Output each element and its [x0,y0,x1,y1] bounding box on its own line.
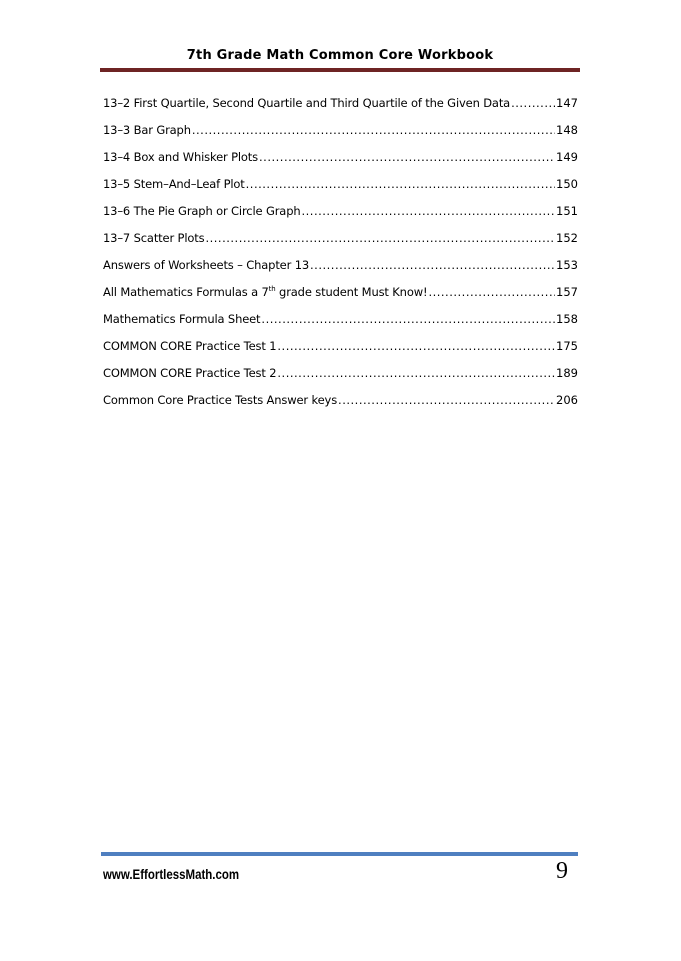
footer-website-url: www.EffortlessMath.com [103,866,240,882]
toc-entry[interactable] [103,95,578,122]
toc-entry[interactable] [103,176,578,203]
toc-entry-title: 13–7 Scatter Plots [103,231,205,245]
toc-dot-leader [246,176,555,192]
toc-entry-title [103,284,427,300]
toc-title-part: grade student Must Know! [275,285,428,299]
toc-entry[interactable] [103,338,578,365]
toc-entry-page: 189 [556,366,578,380]
toc-entry-page: 158 [556,312,578,326]
toc-dot-leader [277,338,555,354]
toc-entry-title: 13–3 Bar Graph [103,123,191,137]
page-header-title: 7th Grade Math Common Core Workbook [186,48,494,63]
toc-dot-leader [338,392,555,408]
toc-entry-page: 151 [556,204,578,218]
footer-rule [101,852,578,856]
toc-entry-page: 157 [556,285,578,299]
header-rule [100,68,580,72]
toc-title-part: All Mathematics Formulas a 7 [103,285,269,299]
toc-entry-page: 206 [556,393,578,407]
toc-dot-leader [192,122,555,138]
toc-title-superscript: th [268,285,276,294]
toc-dot-leader [261,311,555,327]
toc-entry[interactable] [103,122,578,149]
toc-dot-leader [428,284,555,300]
toc-dot-leader [301,203,555,219]
toc-dot-leader [277,365,555,381]
toc-entry-page: 148 [556,123,578,137]
toc-entry[interactable] [103,230,578,257]
toc-entry-page: 147 [556,96,578,110]
toc-entry-title: Answers of Worksheets – Chapter 13 [103,258,310,272]
toc-entry[interactable] [103,365,578,392]
toc-entry-title: 13–5 Stem–And–Leaf Plot [103,177,245,191]
toc-dot-leader [310,257,555,273]
table-of-contents [103,95,578,419]
toc-entry-title: 13–6 The Pie Graph or Circle Graph [103,204,301,218]
toc-entry[interactable] [103,311,578,338]
toc-entry-page: 153 [556,258,578,272]
toc-entry-page: 152 [556,231,578,245]
toc-entry-page: 150 [556,177,578,191]
toc-entry-title: COMMON CORE Practice Test 2 [103,366,277,380]
toc-dot-leader [259,149,555,165]
toc-entry-page: 175 [556,339,578,353]
toc-entry-title: Mathematics Formula Sheet [103,312,261,326]
toc-entry-title: 13–2 First Quartile, Second Quartile and Third Quartile of the Given Data [103,96,511,110]
toc-entry-title: Common Core Practice Tests Answer keys [103,393,338,407]
toc-dot-leader [511,95,555,111]
toc-entry-title: 13–4 Box and Whisker Plots [103,150,259,164]
toc-entry-title: COMMON CORE Practice Test 1 [103,339,277,353]
toc-entry[interactable] [103,257,578,284]
toc-entry[interactable] [103,392,578,419]
toc-entry[interactable] [103,203,578,230]
toc-entry[interactable] [103,149,578,176]
toc-dot-leader [205,230,555,246]
page-number: 9 [556,858,568,884]
toc-entry-page: 149 [556,150,578,164]
toc-entry[interactable] [103,284,578,311]
